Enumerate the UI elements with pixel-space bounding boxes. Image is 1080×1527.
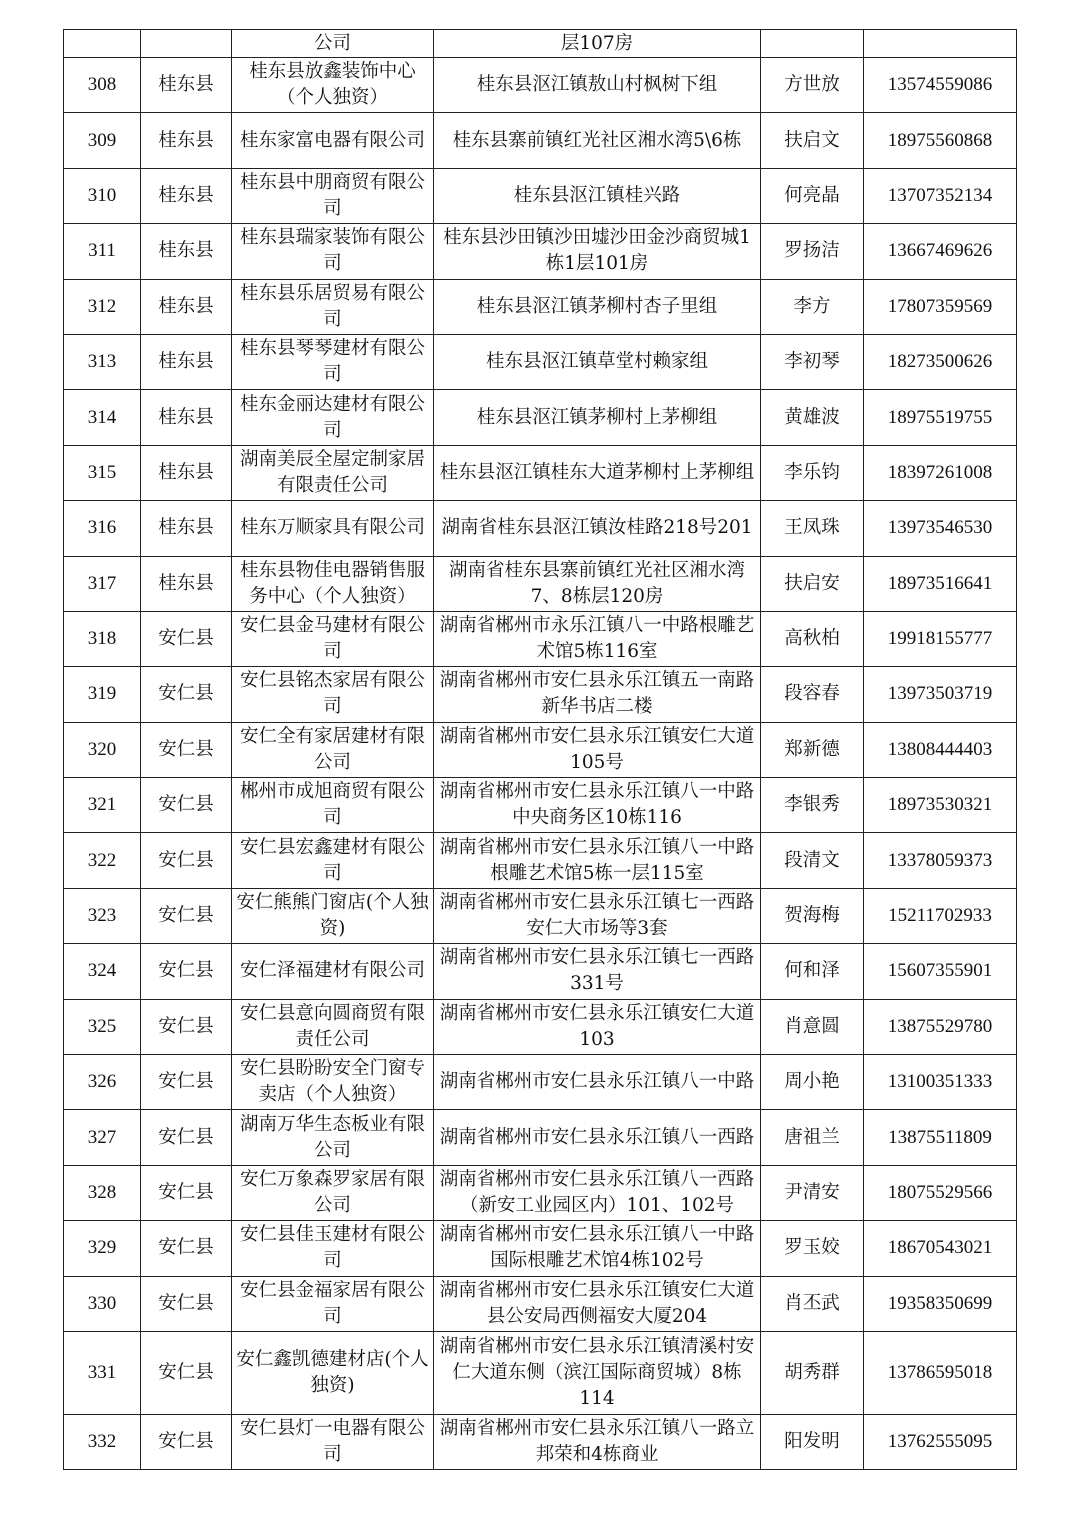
cell-no: 317	[64, 556, 141, 611]
cell-company: 安仁县灯一电器有限公司	[232, 1414, 434, 1469]
cell-company: 桂东县瑞家装饰有限公司	[232, 224, 434, 279]
table-row	[64, 1276, 1017, 1331]
cell-county: 安仁县	[141, 833, 232, 888]
cell-address: 湖南省郴州市安仁县永乐江镇八一路立邦荣和4栋商业	[434, 1414, 761, 1469]
cell-address: 桂东县沙田镇沙田墟沙田金沙商贸城1栋1层101房	[434, 224, 761, 279]
cell-company: 桂东县琴琴建材有限公司	[232, 334, 434, 389]
cell-phone: 13875511809	[864, 1110, 1017, 1165]
cell-address: 桂东县沤江镇桂东大道茅柳村上茅柳组	[434, 445, 761, 500]
table-row	[64, 1221, 1017, 1276]
cell-county: 安仁县	[141, 1165, 232, 1220]
cell-county: 安仁县	[141, 944, 232, 999]
cell-no: 330	[64, 1276, 141, 1331]
table-row	[64, 168, 1017, 223]
cell-no: 318	[64, 611, 141, 666]
cell-contact: 李银秀	[761, 778, 864, 833]
cell-phone: 13574559086	[864, 58, 1017, 113]
cell-address: 湖南省郴州市安仁县永乐江镇八一中路国际根雕艺术馆4栋102号	[434, 1221, 761, 1276]
cell-contact: 李初琴	[761, 334, 864, 389]
table-row	[64, 1055, 1017, 1110]
cell-contact: 肖丕武	[761, 1276, 864, 1331]
cell-no: 314	[64, 390, 141, 445]
cell-no: 332	[64, 1414, 141, 1469]
table-row	[64, 1414, 1017, 1469]
cell-contact: 肖意圆	[761, 999, 864, 1054]
cell-company: 湖南万华生态板业有限公司	[232, 1110, 434, 1165]
cell-address: 湖南省郴州市安仁县永乐江镇八一中路	[434, 1055, 761, 1110]
cell-no: 329	[64, 1221, 141, 1276]
cell-county: 安仁县	[141, 1221, 232, 1276]
cell-county: 安仁县	[141, 999, 232, 1054]
cell-phone: 18975519755	[864, 390, 1017, 445]
cell-county: 桂东县	[141, 224, 232, 279]
cell-company: 安仁泽福建材有限公司	[232, 944, 434, 999]
cell-address: 湖南省郴州市永乐江镇八一中路根雕艺术馆5栋116室	[434, 611, 761, 666]
cell-address: 湖南省郴州市安仁县永乐江镇八一西路	[434, 1110, 761, 1165]
cell-company: 公司	[232, 30, 434, 58]
cell-company: 桂东金丽达建材有限公司	[232, 390, 434, 445]
table-row	[64, 1165, 1017, 1220]
cell-address: 桂东县沤江镇茅柳村上茅柳组	[434, 390, 761, 445]
cell-company: 湖南美辰全屋定制家居有限责任公司	[232, 445, 434, 500]
cell-phone: 18975560868	[864, 113, 1017, 168]
cell-contact: 扶启安	[761, 556, 864, 611]
cell-company: 安仁鑫凯德建材店(个人独资)	[232, 1331, 434, 1414]
table-row	[64, 667, 1017, 722]
table-row	[64, 833, 1017, 888]
cell-county: 安仁县	[141, 667, 232, 722]
cell-phone: 13808444403	[864, 722, 1017, 777]
cell-county: 桂东县	[141, 334, 232, 389]
cell-county: 桂东县	[141, 113, 232, 168]
cell-phone: 13786595018	[864, 1331, 1017, 1414]
cell-address: 桂东县沤江镇茅柳村杏子里组	[434, 279, 761, 334]
table-row	[64, 611, 1017, 666]
cell-contact: 胡秀群	[761, 1331, 864, 1414]
cell-county: 安仁县	[141, 1331, 232, 1414]
cell-address: 湖南省桂东县寨前镇红光社区湘水湾7、8栋层120房	[434, 556, 761, 611]
cell-contact: 罗玉姣	[761, 1221, 864, 1276]
cell-county: 桂东县	[141, 501, 232, 556]
cell-address: 湖南省郴州市安仁县永乐江镇八一西路（新安工业园区内）101、102号	[434, 1165, 761, 1220]
cell-phone: 19358350699	[864, 1276, 1017, 1331]
cell-phone: 13762555095	[864, 1414, 1017, 1469]
cell-county: 桂东县	[141, 390, 232, 445]
cell-county: 桂东县	[141, 168, 232, 223]
cell-company: 安仁县金马建材有限公司	[232, 611, 434, 666]
cell-company: 桂东县中朋商贸有限公司	[232, 168, 434, 223]
cell-contact: 王凤珠	[761, 501, 864, 556]
cell-no: 331	[64, 1331, 141, 1414]
cell-no: 313	[64, 334, 141, 389]
cell-company: 桂东县放鑫装饰中心（个人独资）	[232, 58, 434, 113]
cell-address: 层107房	[434, 30, 761, 58]
cell-county: 桂东县	[141, 279, 232, 334]
cell-county: 桂东县	[141, 58, 232, 113]
cell-company: 安仁熊熊门窗店(个人独资)	[232, 888, 434, 943]
table-row	[64, 1331, 1017, 1414]
cell-contact: 扶启文	[761, 113, 864, 168]
company-table	[63, 29, 1017, 1470]
cell-company: 桂东万顺家具有限公司	[232, 501, 434, 556]
cell-no: 326	[64, 1055, 141, 1110]
cell-no	[64, 30, 141, 58]
cell-no: 324	[64, 944, 141, 999]
cell-county: 桂东县	[141, 556, 232, 611]
cell-no: 312	[64, 279, 141, 334]
cell-company: 安仁万象森罗家居有限公司	[232, 1165, 434, 1220]
cell-no: 315	[64, 445, 141, 500]
table-row	[64, 390, 1017, 445]
cell-phone: 13707352134	[864, 168, 1017, 223]
table-row	[64, 944, 1017, 999]
table-row	[64, 1110, 1017, 1165]
table-row	[64, 224, 1017, 279]
cell-address: 桂东县寨前镇红光社区湘水湾5\6栋	[434, 113, 761, 168]
cell-contact: 贺海梅	[761, 888, 864, 943]
cell-company: 桂东家富电器有限公司	[232, 113, 434, 168]
cell-contact: 郑新德	[761, 722, 864, 777]
cell-no: 327	[64, 1110, 141, 1165]
table-row	[64, 334, 1017, 389]
cell-no: 322	[64, 833, 141, 888]
cell-phone: 18670543021	[864, 1221, 1017, 1276]
table-row	[64, 58, 1017, 113]
cell-county: 安仁县	[141, 611, 232, 666]
cell-company: 安仁县宏鑫建材有限公司	[232, 833, 434, 888]
cell-county: 安仁县	[141, 888, 232, 943]
cell-phone: 15211702933	[864, 888, 1017, 943]
cell-phone: 13973503719	[864, 667, 1017, 722]
cell-phone: 19918155777	[864, 611, 1017, 666]
cell-county: 安仁县	[141, 1414, 232, 1469]
cell-phone: 18075529566	[864, 1165, 1017, 1220]
cell-no: 316	[64, 501, 141, 556]
cell-no: 308	[64, 58, 141, 113]
cell-address: 湖南省郴州市安仁县永乐江镇七一西路安仁大市场等3套	[434, 888, 761, 943]
cell-phone: 17807359569	[864, 279, 1017, 334]
cell-contact: 李乐钧	[761, 445, 864, 500]
cell-no: 320	[64, 722, 141, 777]
cell-county: 安仁县	[141, 1055, 232, 1110]
cell-phone	[864, 30, 1017, 58]
cell-address: 湖南省郴州市安仁县永乐江镇七一西路331号	[434, 944, 761, 999]
cell-county: 安仁县	[141, 1276, 232, 1331]
cell-address: 湖南省郴州市安仁县永乐江镇五一南路新华书店二楼	[434, 667, 761, 722]
cell-company: 安仁县盼盼安全门窗专卖店（个人独资）	[232, 1055, 434, 1110]
table-row	[64, 999, 1017, 1054]
cell-address: 湖南省郴州市安仁县永乐江镇安仁大道103	[434, 999, 761, 1054]
cell-contact: 尹清安	[761, 1165, 864, 1220]
cell-county	[141, 30, 232, 58]
cell-no: 311	[64, 224, 141, 279]
cell-no: 319	[64, 667, 141, 722]
cell-address: 湖南省桂东县沤江镇汝桂路218号201	[434, 501, 761, 556]
cell-company: 安仁县铭杰家居有限公司	[232, 667, 434, 722]
cell-address: 湖南省郴州市安仁县永乐江镇八一中路根雕艺术馆5栋一层115室	[434, 833, 761, 888]
cell-contact: 何亮晶	[761, 168, 864, 223]
cell-contact: 阳发明	[761, 1414, 864, 1469]
cell-company: 安仁全有家居建材有限公司	[232, 722, 434, 777]
cell-address: 桂东县沤江镇敖山村枫树下组	[434, 58, 761, 113]
cell-contact: 罗扬洁	[761, 224, 864, 279]
cell-company: 桂东县物佳电器销售服务中心（个人独资）	[232, 556, 434, 611]
table-row	[64, 556, 1017, 611]
cell-company: 郴州市成旭商贸有限公司	[232, 778, 434, 833]
cell-address: 湖南省郴州市安仁县永乐江镇安仁大道105号	[434, 722, 761, 777]
cell-contact: 方世放	[761, 58, 864, 113]
cell-company: 安仁县意向圆商贸有限责任公司	[232, 999, 434, 1054]
table-row	[64, 778, 1017, 833]
cell-no: 310	[64, 168, 141, 223]
cell-phone: 18273500626	[864, 334, 1017, 389]
cell-phone: 15607355901	[864, 944, 1017, 999]
cell-contact: 段清文	[761, 833, 864, 888]
cell-contact: 何和泽	[761, 944, 864, 999]
cell-company: 桂东县乐居贸易有限公司	[232, 279, 434, 334]
cell-phone: 13378059373	[864, 833, 1017, 888]
table-row	[64, 888, 1017, 943]
table-row	[64, 113, 1017, 168]
cell-no: 328	[64, 1165, 141, 1220]
cell-contact: 高秋柏	[761, 611, 864, 666]
cell-no: 325	[64, 999, 141, 1054]
cell-contact: 周小艳	[761, 1055, 864, 1110]
cell-phone: 13875529780	[864, 999, 1017, 1054]
cell-county: 安仁县	[141, 722, 232, 777]
cell-phone: 13100351333	[864, 1055, 1017, 1110]
table-row	[64, 445, 1017, 500]
cell-company: 安仁县佳玉建材有限公司	[232, 1221, 434, 1276]
cell-phone: 18397261008	[864, 445, 1017, 500]
cell-contact: 黄雄波	[761, 390, 864, 445]
cell-contact: 李方	[761, 279, 864, 334]
cell-contact: 段容春	[761, 667, 864, 722]
cell-county: 安仁县	[141, 778, 232, 833]
cell-phone: 18973530321	[864, 778, 1017, 833]
cell-contact: 唐祖兰	[761, 1110, 864, 1165]
cell-phone: 13667469626	[864, 224, 1017, 279]
cell-address: 桂东县沤江镇桂兴路	[434, 168, 761, 223]
cell-address: 湖南省郴州市安仁县永乐江镇八一中路中央商务区10栋116	[434, 778, 761, 833]
cell-company: 安仁县金福家居有限公司	[232, 1276, 434, 1331]
cell-no: 321	[64, 778, 141, 833]
cell-no: 309	[64, 113, 141, 168]
cell-address: 湖南省郴州市安仁县永乐江镇安仁大道县公安局西侧福安大厦204	[434, 1276, 761, 1331]
cell-no: 323	[64, 888, 141, 943]
table-row	[64, 279, 1017, 334]
cell-contact	[761, 30, 864, 58]
cell-address: 桂东县沤江镇草堂村赖家组	[434, 334, 761, 389]
cell-county: 安仁县	[141, 1110, 232, 1165]
cell-phone: 18973516641	[864, 556, 1017, 611]
table-row	[64, 722, 1017, 777]
cell-phone: 13973546530	[864, 501, 1017, 556]
table-row-continued	[64, 30, 1017, 58]
table-row	[64, 501, 1017, 556]
cell-address: 湖南省郴州市安仁县永乐江镇清溪村安仁大道东侧（滨江国际商贸城）8栋114	[434, 1331, 761, 1414]
cell-county: 桂东县	[141, 445, 232, 500]
